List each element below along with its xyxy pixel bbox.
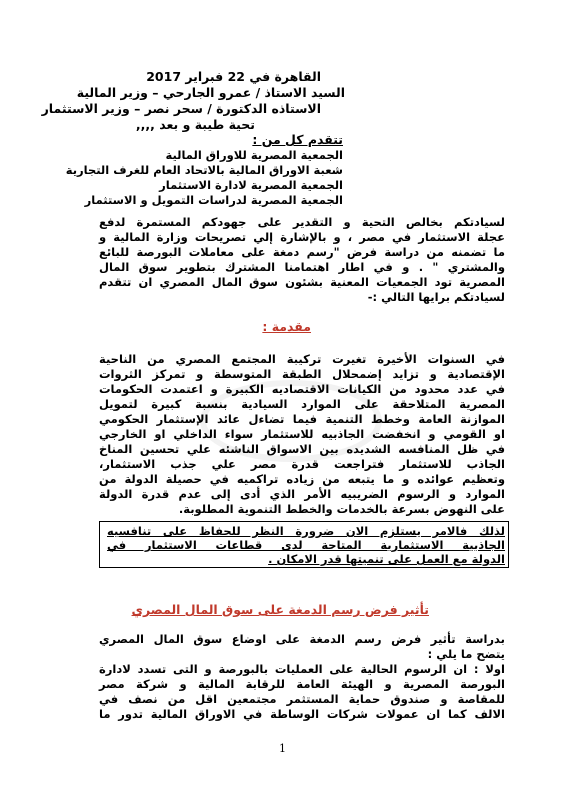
section2-line: بدراسة تأثير فرض رسم الدمغة على اوضاع سوق المال المصري [99, 632, 505, 646]
section2-line: البورصة المصرية و الهيئة العامة للرقابة المالية و شركة مصر [99, 677, 505, 691]
conclusion-line: لذلك فالامر يستلزم الان ضرورة النظر للحفاظ على تنافسيه [107, 524, 505, 538]
section1-line: الموازنة العامة وخطط التنمية فيما تضاءل عائد الإستثمار الحكومي [99, 412, 505, 426]
submitter-item: الجمعية المصرية للاوراق المالية [165, 148, 343, 162]
section-heading-stamp-duty-impact: تأثير فرض رسم الدمغة على سوق المال المصري [131, 602, 429, 617]
section1-line: وتعظيم عوائده و ما يتبعه من زياده تراكميه في حصيلة الدولة من [99, 472, 505, 486]
section1-line: على النهوض بسرعة بالخدمات والخطط التنموية المطلوبة. [178, 502, 505, 516]
section2-line: يتضح ما يلي : [427, 647, 505, 661]
submitter-item: الجمعية المصرية لدراسات التمويل و الاستثمار [84, 193, 343, 207]
section1-line: او القومي و انخفضت الجاذبيه للاستثمار سواء الداخلي او الخارجي [99, 427, 505, 441]
addressee-investment-minister: الاستاذه الدكتورة / سحر نصر – وزير الاستثمار [41, 101, 321, 116]
intro-line: المصرية تود الجمعيات المعنية بشئون سوق المال المصري ان تتقدم [99, 275, 505, 289]
intro-line: لسيادتكم برايها التالي :- [367, 290, 505, 304]
conclusion-line: الدولة مع العمل على تنميتها قدر الامكان . [268, 552, 505, 566]
section1-line: الإقتصادية و تزايد إضمحلال الطبقة المتوسطة و تمركز الثروات [99, 367, 505, 381]
section1-line: في ظل المنافسه الشديده بين الاسواق الناشئه علي تحسين المناخ [99, 442, 505, 456]
section2-line: الالف كما ان عمولات شركات الوساطة في الاوراق المالية تدور ما [99, 707, 505, 721]
section1-line: في السنوات الأخيرة تغيرت تركيبة المجتمع المصري من الناحية [99, 352, 505, 366]
intro-line: عجلة الاستثمار في مصر ، و بالإشارة إلي تصريحات وزارة المالية و [99, 230, 505, 244]
submitters-heading: تتقدم كل من : [252, 132, 343, 147]
submitter-item: الجمعية المصرية لادارة الاستثمار [159, 178, 343, 192]
conclusion-line: الجاذبية الاستثمارية المتاحة لدى قطاعات الاستثمار في [107, 538, 505, 552]
section2-line: اولا : ان الرسوم الحالية على العمليات بالبورصة و التى تسدد لادارة [99, 662, 505, 676]
intro-line: والمشتري " . و في اطار اهتمامنا المشترك بتطوير سوق المال [99, 260, 505, 274]
section1-line: الموارد و الرسوم الضريبيه الأمر الذي أدى إلى عدم قدرة الدولة [99, 487, 505, 501]
section2-line: للمقاصة و صندوق حماية المستثمر مجتمعين اقل من نصف في [99, 692, 505, 706]
section1-line: في عدد محدود من الكيانات الاقتصاديه الكبيرة و اعتمدت الحكومات [99, 382, 505, 396]
section1-line: الجاذب للاستثمار فتراجعت قدرة مصر علي جذب الاستثمار، [99, 457, 505, 471]
section-heading-introduction: مقدمة : [262, 319, 311, 334]
page-number: 1 [279, 742, 286, 755]
section1-line: المصرية المتلاحقة على الموارد السيادية بنسبة كبيرة لتمويل [99, 397, 505, 411]
intro-line: ما تضمنه من دراسة فرض "رسم دمغة على معاملات البورصة للبائع [99, 245, 505, 259]
intro-line: لسيادتكم بخالص التحية و التقدير على جهودكم المستمرة لدفع [99, 215, 505, 229]
greeting: تحية طيبة و بعد ,,,, [135, 117, 255, 132]
letter-date: القاهرة في 22 فبراير 2017 [146, 69, 321, 84]
submitter-item: شعبة الاوراق المالية بالاتحاد العام للغرف التجارية [65, 163, 343, 177]
addressee-finance-minister: السيد الاستاذ / عمرو الجارحي – وزير المالية [76, 85, 345, 100]
